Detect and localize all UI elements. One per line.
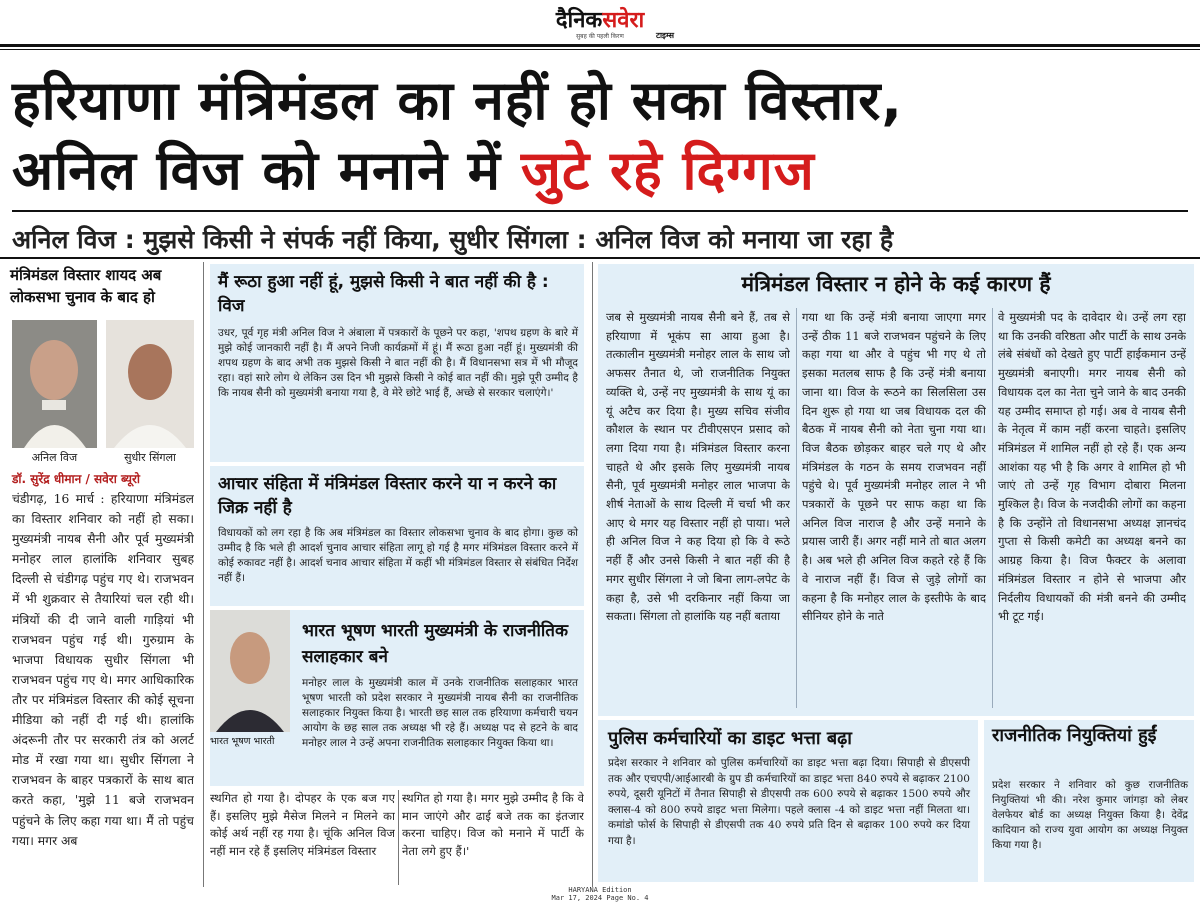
column-divider bbox=[592, 262, 593, 887]
masthead-rule-thin bbox=[0, 49, 1200, 50]
photo-sudhir-singla bbox=[106, 320, 194, 448]
code-box-body: विधायकों को लग रहा है कि अब मंत्रिमंडल का विस्तार लोकसभा चुनाव के बाद होगा। कुछ को उम्मीद है कि भले ही आदर्श चुनाव आचार संहिता लागू हो गई है मगर मंत्रिमंडल विस्तार करने में कोई रुकावट नहीं है। आदर्श चनाव आचार संहिता में कहीं भी मंत्रिमंडल विस्तार से संबंधित निर्देश नहीं हैं। bbox=[218, 527, 578, 584]
appointments-box-body: प्रदेश सरकार ने शनिवार को कुछ राजनीतिक नियुक्तियां भी की। नरेश कुमार जांगड़ा को लेबर वेलफेयर बोर्ड का अध्यक्ष नियुक्त किया है। देवेंद्र कादियान को राज्य युवा आयोग का अध्यक्ष नियुक्त किया गया है। bbox=[992, 779, 1188, 851]
headline-line2-red: जुटे रहे दिग्गज bbox=[520, 139, 815, 202]
middle-continuation-col1: स्थगित हो गया है। दोपहर के एक बज गए हैं। इसलिए मुझे मैसेज मिलने न मिलने का कोई अर्थ नहीं रह गया है। चूंकि अनिल विज नहीं मान रहे हैं इसलिए मंत्रिमंडल विस्तार bbox=[210, 791, 395, 858]
left-body: चंडीगढ़, 16 मार्च : हरियाणा मंत्रिमंडल का विस्तार शनिवार को नहीं हो सका। मुख्यमंत्री नायब सैनी और पूर्व मुख्यमंत्री मनोहर लाल हालांकि शनिवार सुबह दिल्ली से चंडीगढ़ पहुंच गए थे। राजभवन में भी शुक्रवार से तैयारियां चल रही थी। मंत्रियों की दी जाने वाली गाड़ियां भी राजभवन पहुंच गई थी। गुरुग्राम के भाजपा विधायक सुधीर सिंगला भी राजभवन पहुंच गए थे। मगर आधिकारिक तौर पर मंत्रिमंडल विस्तार की कोई सूचना मीडिया को नहीं दी गई थी। हालांकि अंदरूनी तौर पर सरकारी तंत्र को अलर्ट मोड में रखा गया था। सुधीर सिंगला ने राजभवन के बाहर पत्रकारों के साथ बात करते कहा, 'मुझे 11 बजे राजभवन पहुंचने के लिए कहा गया था। मैं तो पहुंच गया। मगर अब bbox=[12, 492, 194, 848]
bharti-box-body: मनोहर लाल के मुख्यमंत्री काल में उनके राजनीतिक सलाहकार भारत भूषण भारती को प्रदेश सरकार ने मुख्यमंत्री नायब सैनी का राजनीतिक सलाहकार नियुक्त किया है। भारती छह साल तक हरियाणा कर्मचारी चयन आयोग के छह साल तक अध्यक्ष भी रहे हैं। अध्यक्ष पद से हटने के बाद मनोहर लाल ने उन्हें अपना राजनीतिक सलाहकार नियुक्त किया था। bbox=[302, 677, 578, 749]
masthead-rule bbox=[0, 44, 1200, 47]
reasons-box bbox=[598, 264, 1194, 716]
footer-date-page: Mar 17, 2024 Page No. 4 bbox=[551, 894, 649, 902]
masthead bbox=[0, 0, 1200, 48]
photo2-caption: सुधीर सिंगला bbox=[124, 451, 176, 464]
subhead-rule bbox=[0, 257, 1200, 259]
headline-rule bbox=[12, 210, 1188, 212]
reasons-col1: जब से मुख्यमंत्री नायब सैनी बने हैं, तब से हरियाणा में भूकंप सा आया हुआ है। तत्कालीन मुख्यमंत्री मनोहर लाल के साथ जो अफसर तैनात थे, जो राजनीतिक नियुक्त व्यक्ति थे, उन्हें नए मुख्यमंत्री के साथ यूं का यूं अटैच कर दिया है। मुख्य सचिव संजीव कौशल के स्थान पर टीवीएसएन प्रसाद को लगा दिया गया है। मंत्रिमंडल विस्तार करना चाहते थे और इसके लिए मुख्यमंत्री नायब सैनी, पूर्व मुख्यमंत्री मनोहर लाल भाजपा के शीर्ष नेताओं के साथ दिल्ली में चर्चा भी कर आए थे मगर यह विस्तार नहीं हो पाया। भले ही अनिल विज ने कह दिया हो कि वे रूठे नहीं हैं और उनसे किसी ने बात नहीं की है मगर सुधीर सिंगला ने जो बिना लाग-लपेट के कहा है, उसे भी दरकिनार नहीं किया जा सकता। सिंगला तो हालांकि यह नहीं बताया bbox=[606, 310, 790, 624]
photo-anil-vij bbox=[12, 320, 97, 448]
logo-part2: सवेरा bbox=[602, 8, 645, 33]
footer-edition: HARYANA Edition bbox=[568, 886, 632, 894]
vij-box-body: उधर, पूर्व गृह मंत्री अनिल विज ने अंबाला में पत्रकारों के पूछने पर कहा, 'शपथ ग्रहण के बारे में मुझे कोई जानकारी नहीं है। मैं अपने निजी कार्यक्रमों में हूं। मैं रूठा हुआ नहीं हूं। मुख्यमंत्री की शपथ ग्रहण के बाद अभी तक मुझसे किसी ने बात नहीं की है। मैं विधानसभा सत्र में भी मौजूद रहा। वहां सारे लोग थे लेकिन उस दिन भी मुझसे किसी ने कोई बात नहीं की। मुझे पूरी उम्मीद है कि नायब सैनी को मुख्यमंत्री बनाया गया है, वे मेरे छोटे भाई हैं, अच्छे से सरकार चलाएंगे।' bbox=[218, 327, 578, 399]
code-box bbox=[210, 466, 584, 606]
headline-line2-black: अनिल विज को मनाने में bbox=[12, 139, 502, 202]
column-divider bbox=[992, 308, 993, 708]
vij-box bbox=[210, 264, 584, 462]
police-box bbox=[598, 720, 978, 882]
column-divider bbox=[398, 790, 399, 885]
footer bbox=[450, 886, 750, 902]
portrait-icon bbox=[12, 320, 97, 448]
reasons-col3: वे मुख्यमंत्री पद के दावेदार थे। उन्हें लग रहा था कि उनकी वरिष्ठता और पार्टी के साथ उनके लंबे संबंधों को देखते हुए पार्टी हाईकमान उन्हें मुख्यमंत्री बनाएगी। मगर नायब सैनी को विधायक दल का नेता चुने जाने के बाद उनकी यह उम्मीद समाप्त हो गई। अब वे नायब सैनी के नेतृत्व में काम नहीं करना चाहते। इसलिए मंत्रिमंडल में शामिल नहीं हो रहे हैं। एक अन्य आशंका यह भी है कि अगर वे शामिल हो भी जाएं तो उन्हें गृह विभाग दोबारा मिलना मुश्किल है। विज के नजदीकी लोगों का कहना है कि उन्होंने तो विधानसभा अध्यक्ष ज्ञानचंद गुप्ता से किसी कमेटी का अध्यक्ष बनने का आग्रह किया है। विज फैक्टर के अलावा मंत्रिमंडल विस्तार न होने से भाजपा और निर्दलीय विधायकों की मंत्री बनने की उम्मीद भी टूट गई। bbox=[998, 310, 1186, 624]
portrait-icon bbox=[210, 610, 290, 732]
logo-english: टाइम्स bbox=[655, 31, 674, 40]
subheadline: अनिल विज : मुझसे किसी ने संपर्क नहीं किया, सुधीर सिंगला : अनिल विज को मनाया जा रहा है bbox=[12, 225, 894, 254]
left-kicker: मंत्रिमंडल विस्तार शायद अब लोकसभा चुनाव के बाद हो bbox=[10, 266, 162, 306]
middle-continuation-col2: स्थगित हो गया है। मगर मुझे उम्मीद है कि वे मान जाएंगे और ढाई बजे तक का इंतजार करना चाहिए। विज को मनाने में पार्टी के नेता लगे हुए हैं।' bbox=[402, 791, 584, 858]
police-box-body: प्रदेश सरकार ने शनिवार को पुलिस कर्मचारियों का डाइट भत्ता बढ़ा दिया। सिपाही से डीएसपी तक और एचएपी/आईआरबी के ग्रुप डी कर्मचारियों का डाइट भत्ता 840 रुपये से बढ़ाकर 2100 रुपये, दूसरी यूनिटों में तैनात सिपाही से डीएसपी तक 600 रुपये से बढ़ाकर 1500 रुपये और क्लास-4 को 800 रुपये डाइट भत्ता मिलेगा। पहले क्लास -4 को डाइट भत्ता नहीं मिलता था। कमांडो फोर्स के सिपाही से डीएसपी तक 40 रुपये प्रति दिन से बढ़ाकर 100 रुपये कर दिया गया है। bbox=[608, 757, 970, 847]
vij-box-title: मैं रूठा हुआ नहीं हूं, मुझसे किसी ने बात नहीं की है : विज bbox=[218, 272, 549, 316]
code-box-title: आचार संहिता में मंत्रिमंडल विस्तार करने या न करने का जिक्र नहीं है bbox=[218, 474, 557, 518]
portrait-icon bbox=[106, 320, 194, 448]
logo-part1: दैनिक bbox=[555, 8, 603, 33]
column-divider bbox=[796, 308, 797, 708]
reasons-box-title: मंत्रिमंडल विस्तार न होने के कई कारण हैं bbox=[741, 272, 1051, 296]
bharti-box bbox=[210, 610, 584, 786]
bharti-box-title: भारत भूषण भारती मुख्यमंत्री के राजनीतिक सलाहकार बने bbox=[302, 621, 568, 667]
column-divider bbox=[203, 262, 204, 887]
police-box-title: पुलिस कर्मचारियों का डाइट भत्ता बढ़ा bbox=[608, 728, 852, 749]
headline-line2 bbox=[12, 139, 1188, 202]
byline: डॉ. सुरेंद्र धीमान / सवेरा ब्यूरो bbox=[12, 472, 140, 486]
appointments-box-title: राजनीतिक नियुक्तियां हुईं bbox=[992, 725, 1157, 746]
bharti-photo-caption: भारत भूषण भारती bbox=[210, 736, 275, 747]
logo-tagline: सुबह की पहली किरण bbox=[576, 33, 624, 40]
appointments-box bbox=[984, 720, 1194, 882]
reasons-col2: गया था कि उन्हें मंत्री बनाया जाएगा मगर उन्हें ठीक 11 बजे राजभवन पहुंचने के लिए कहा गया था और वे पहुंच भी गए थे तो इसका मतलब साफ है कि उन्हें मंत्री बनाया जाना था। विज के रूठने का सिलसिला उस दिन शुरू हो गया था जब विधायक दल की बैठक में नायब सैनी को नेता चुना गया था। विज बैठक छोड़कर बाहर चले गए थे और मंत्रिमंडल के गठन के समय राजभवन नहीं पहुंचे थे। पूर्व मुख्यमंत्री मनोहर लाल ने भी पत्रकारों के पूछने पर साफ कहा था कि अनिल विज नाराज है और उन्हें मनाने के प्रयास जारी हैं। अगर नहीं माने तो बात अलग है। अब भले ही अनिल विज कहते रहे हैं कि वे नाराज नहीं हैं। विज से जुड़े लोगों का कहना है कि मनोहर लाल के इस्तीफे के बाद सीनियर होने के नाते bbox=[802, 310, 986, 624]
newspaper-logo[interactable] bbox=[520, 4, 680, 40]
photo-bharat-bhushan-bharti bbox=[210, 610, 290, 732]
headline-line1: हरियाणा मंत्रिमंडल का नहीं हो सका विस्तार, bbox=[12, 69, 903, 132]
photo1-caption: अनिल विज bbox=[31, 451, 78, 464]
